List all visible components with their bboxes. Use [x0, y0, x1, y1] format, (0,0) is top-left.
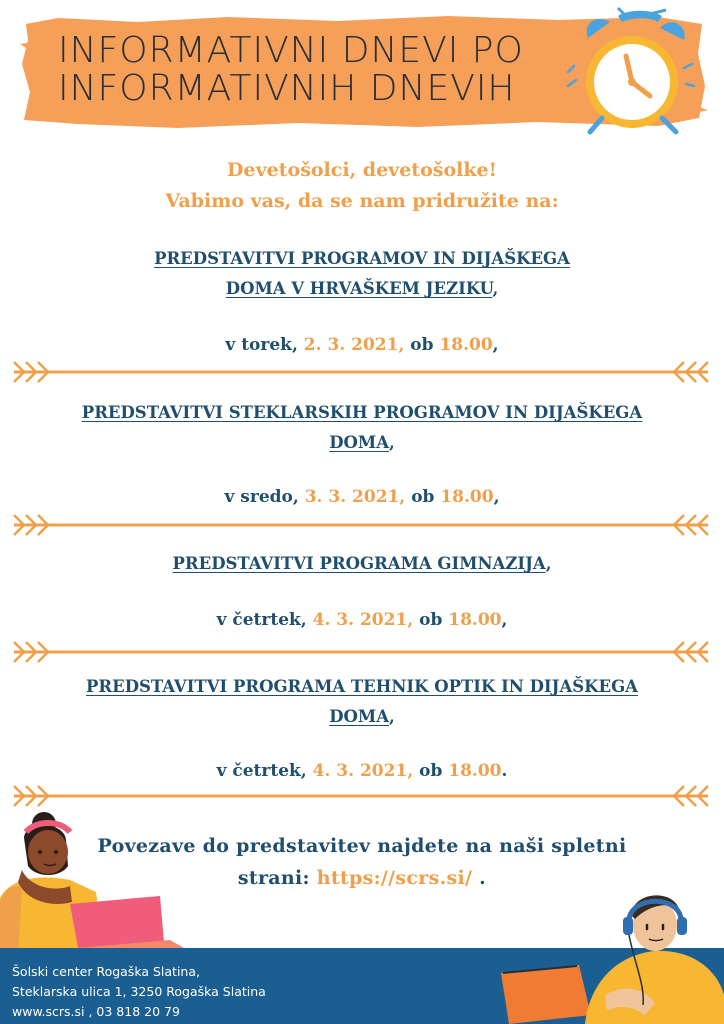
footer-school-name: Šolski center Rogaška Slatina, [12, 964, 200, 979]
links-prefix: strani: [237, 867, 317, 889]
arrow-divider-2 [10, 513, 712, 537]
event-program-4-suffix: , [389, 707, 395, 726]
event-4-time: 18.00 [448, 761, 502, 781]
alarm-clock-icon [566, 6, 696, 146]
page-title [58, 32, 558, 108]
event-1-ob: ob [404, 335, 440, 355]
event-date-4 [0, 761, 724, 781]
page-title-line-1: INFORMATIVNI DNEVI PO [58, 30, 524, 71]
arrow-divider-4 [10, 784, 712, 808]
event-date-2 [0, 487, 724, 507]
arrow-divider-1 [10, 360, 712, 384]
website-link[interactable]: https://scrs.si/ [316, 867, 473, 889]
event-program-1-suffix: , [492, 279, 499, 298]
event-2-time: 18.00 [440, 487, 494, 507]
event-program-3 [40, 549, 684, 579]
event-date-1 [0, 335, 724, 355]
event-3-end: , [501, 610, 508, 630]
intro-text [0, 155, 724, 217]
event-3-time: 18.00 [448, 610, 502, 630]
event-4-end: . [501, 761, 508, 781]
event-2-ob: ob [405, 487, 441, 507]
event-1-end: , [492, 335, 499, 355]
event-3-ob: ob [413, 610, 449, 630]
event-2-day: v sredo, [224, 487, 305, 507]
student-boy-headphones-illustration [495, 885, 724, 1024]
event-program-2-suffix: , [389, 433, 395, 452]
event-3-day: v četrtek, [216, 610, 313, 630]
event-program-2-line-2[interactable]: DOMA [329, 433, 389, 452]
intro-line-1: Devetošolci, devetošolke! [227, 159, 497, 181]
event-program-3-line-1[interactable]: PREDSTAVITVI PROGRAMA GIMNAZIJA [172, 554, 546, 573]
event-program-4-line-1[interactable]: PREDSTAVITVI PROGRAMA TEHNIK OPTIK IN DIJAŠKEGA [86, 677, 638, 696]
footer-contact [12, 962, 266, 1022]
event-1-day: v torek, [225, 335, 304, 355]
event-program-1 [40, 244, 684, 304]
page-title-line-2: INFORMATIVNIH DNEVIH [58, 68, 516, 109]
event-program-4 [40, 672, 684, 732]
footer-web-phone: www.scrs.si , 03 818 20 79 [12, 1004, 180, 1019]
event-3-date: 4. 3. 2021, [312, 610, 414, 630]
links-suffix: . [472, 867, 487, 889]
event-date-3 [0, 610, 724, 630]
student-girl-laptop-illustration [0, 808, 190, 953]
event-program-2-line-1[interactable]: PREDSTAVITVI STEKLARSKIH PROGRAMOV IN DIJAŠKEGA [81, 403, 643, 422]
footer-address: Steklarska ulica 1, 3250 Rogaška Slatina [12, 984, 266, 999]
arrow-divider-3 [10, 640, 712, 664]
intro-line-2: Vabimo vas, da se nam pridružite na: [165, 190, 559, 212]
event-program-1-line-2[interactable]: DOMA V HRVAŠKEM JEZIKU [225, 279, 493, 298]
links-line-1: Povezave do predstavitev najdete na naši spletni [97, 835, 627, 857]
event-2-date: 3. 3. 2021, [304, 487, 406, 507]
event-2-end: , [493, 487, 500, 507]
event-program-1-line-1[interactable]: PREDSTAVITVI PROGRAMOV IN DIJAŠKEGA [154, 249, 570, 268]
event-4-date: 4. 3. 2021, [312, 761, 414, 781]
event-program-4-line-2[interactable]: DOMA [329, 707, 389, 726]
event-4-ob: ob [413, 761, 449, 781]
event-1-time: 18.00 [439, 335, 493, 355]
event-program-3-suffix: , [545, 554, 552, 573]
event-program-2 [40, 398, 684, 458]
event-4-day: v četrtek, [216, 761, 313, 781]
event-1-date: 2. 3. 2021, [303, 335, 405, 355]
